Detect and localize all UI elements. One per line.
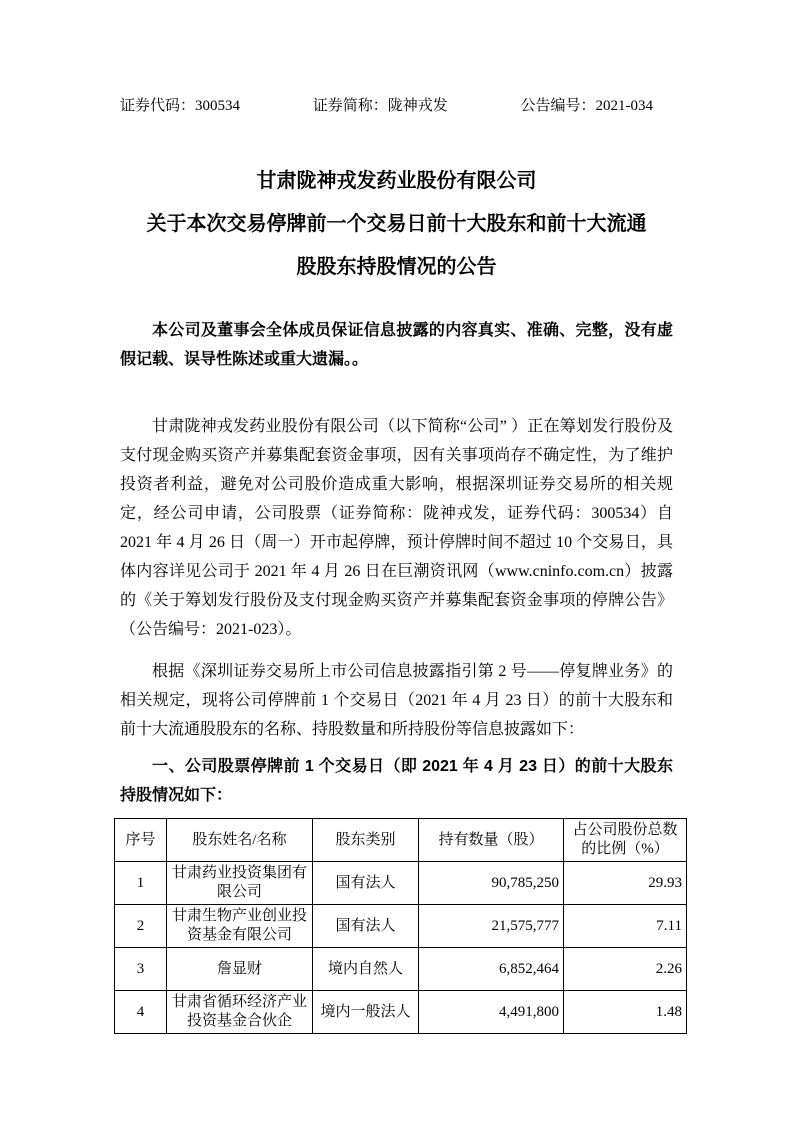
body-paragraph-2: 根据《深圳证券交易所上市公司信息披露指引第 2 号——停复牌业务》的相关规定，现将公司停牌前 1 个交易日（2021 年 4 月 23 日）的前十大股东和前十大流通股股东的名称、持股数量和所持股份等信息披露如下： (120, 663, 673, 738)
table-row (115, 948, 687, 991)
cell-shares-held: 90,785,250 (419, 862, 564, 905)
document-title-line-1: 甘肃陇神戎发药业股份有限公司 (256, 170, 537, 192)
cell-shareholder-type: 国有法人 (313, 905, 419, 948)
table-row (115, 905, 687, 948)
document-title-line-3: 股股东持股情况的公告 (296, 256, 497, 278)
cell-shareholder-name: 詹显财 (167, 948, 313, 991)
cell-ownership-percent: 29.93 (564, 862, 687, 905)
body-paragraph-1: 甘肃陇神戎发药业股份有限公司（以下简称“公司” ）正在筹划发行股份及支付现金购买资产并募集配套资金事项，因有关事项尚存不确定性，为了维护投资者利益，避免对公司股价造成重大影响，根据深圳证券交易所的相关规定，经公司申请，公司股票（证券简称：陇神戎发，证券代码：300534）自 2021 年 4 月 26 日（周一）开市起停牌，预计停牌时间不超过 10 个交易日，具体内容详见公司于 2021 年 4 月 26 日在巨潮资讯网（www.cninfo.com.cn）披露的《关于筹划发行股份及支付现金购买资产并募集配套资金事项的停牌公告》（公告编号：2021-023）。 (120, 418, 673, 638)
table-header-row (115, 819, 687, 862)
cell-shareholder-name: 甘肃省循环经济产业投资基金合伙企 (167, 991, 313, 1034)
announcement-number-text: 公告编号：2021-034 (520, 98, 653, 114)
disclaimer-paragraph: 本公司及董事会全体成员保证信息披露的内容真实、准确、完整，没有虚假记载、误导性陈述或重大遗漏。。 (120, 322, 673, 368)
top-shareholders-table (114, 818, 687, 1034)
cell-shares-held: 21,575,777 (419, 905, 564, 948)
col-header-ownership-percent-line-1: 占公司股份总数 (572, 822, 678, 838)
cell-shareholder-type: 境内一般法人 (313, 991, 419, 1034)
col-header-shares-held: 持有数量（股） (419, 819, 564, 862)
cell-shareholder-name: 甘肃生物产业创业投资基金有限公司 (167, 905, 313, 948)
col-header-shareholder-name: 股东姓名/名称 (167, 819, 313, 862)
document-title-line-2: 关于本次交易停牌前一个交易日前十大股东和前十大流通 (146, 213, 647, 235)
meta-header (120, 97, 653, 116)
col-header-ownership-percent (564, 819, 687, 862)
cell-shares-held: 6,852,464 (419, 948, 564, 991)
cell-shareholder-type: 国有法人 (313, 862, 419, 905)
cell-shares-held: 4,491,800 (419, 991, 564, 1034)
col-header-ownership-percent-line-2: 的比例（%） (581, 841, 669, 857)
cell-ownership-percent: 7.11 (564, 905, 687, 948)
table-row (115, 991, 687, 1034)
table-row (115, 862, 687, 905)
cell-row-index: 3 (115, 948, 167, 991)
document-title (0, 160, 793, 289)
shareholders-table-body (115, 862, 687, 1034)
cell-row-index: 2 (115, 905, 167, 948)
cell-ownership-percent: 2.26 (564, 948, 687, 991)
col-header-index: 序号 (115, 819, 167, 862)
shareholders-table-wrapper (114, 818, 686, 1034)
cell-ownership-percent: 1.48 (564, 991, 687, 1034)
cell-shareholder-type: 境内自然人 (313, 948, 419, 991)
stock-name-text: 证券简称：陇神戎发 (312, 98, 448, 114)
section-1-heading: 一、公司股票停牌前 1 个交易日（即 2021 年 4 月 23 日）的前十大股东持股情况如下： (120, 758, 673, 804)
cell-shareholder-name: 甘肃药业投资集团有限公司 (167, 862, 313, 905)
col-header-shareholder-type: 股东类别 (313, 819, 419, 862)
stock-code-text: 证券代码：300534 (120, 98, 241, 114)
cell-row-index: 1 (115, 862, 167, 905)
cell-row-index: 4 (115, 991, 167, 1034)
